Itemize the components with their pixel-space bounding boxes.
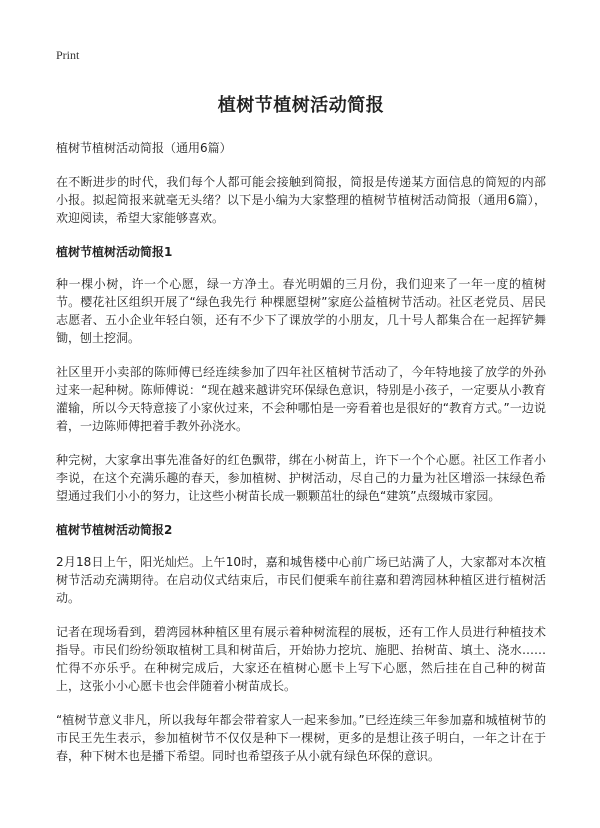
page-title: 植树节植树活动简报 bbox=[217, 95, 385, 116]
section-paragraph: “植树节意义非凡，所以我每年都会带着家人一起来参加。”已经连续三年参加嘉和城植树节的市民王先生表示，参加植树节不仅仅是种下一棵树，更多的是想让孩子明白，一年之计在于春，种下树木也是播下希望。同时也希望孩子从小就有绿色环保的意识。 bbox=[56, 713, 546, 763]
section-paragraph: 社区里开小卖部的陈师傅已经连续参加了四年社区植树节活动了，今年特地接了放学的外孙过来一起种树。陈师傅说：“现在越来越讲究环保绿色意识，特别是小孩子，一定要从小教育灌输，所以今天特意接了小家伙过来，不会种哪怕是一旁看着也是很好的“教育方式。”一边说着，一边陈师傅把着手教外孙浇水。 bbox=[56, 365, 546, 433]
document-subtitle: 植树节植树活动简报（通用6篇） bbox=[56, 141, 232, 155]
print-link[interactable]: Print bbox=[56, 48, 80, 62]
section-2 bbox=[56, 521, 546, 765]
section-paragraph: 记者在现场看到，碧湾园林种植区里有展示着种树流程的展板，还有工作人员进行种植技术指导。市民们纷纷领取植树工具和树苗后，开始协力挖坑、施肥、抬树苗、填土、浇水……忙得不亦乐乎。在种树完成后，大家还在植树心愿卡上写下心愿，然后挂在自己种的树苗上，这张小小心愿卡也会伴随着小树苗成长。 bbox=[56, 625, 546, 693]
section-paragraph: 种完树，大家拿出事先准备好的红色飘带，绑在小树苗上，许下一个个心愿。社区工作者小李说，在这个充满乐趣的春天，参加植树、护树活动，尽自己的力量为社区增添一抹绿色希望通过我们小小的努力，让这些小树苗长成一颗颗茁壮的绿色“建筑”点缀城市家园。 bbox=[56, 453, 546, 503]
intro-paragraph: 在不断进步的时代，我们每个人都可能会接触到简报，简报是传递某方面信息的简短的内部小报。拟起简报来就毫无头绪？以下是小编为大家整理的植树节植树活动简报（通用6篇），欢迎阅读，希望大家能够喜欢。 bbox=[56, 175, 546, 225]
section-heading: 植树节植树活动简报2 bbox=[56, 523, 173, 537]
section-paragraph: 2月18日上午，阳光灿烂。上午10时，嘉和城售楼中心前广场已站满了人，大家都对本次植树节活动充满期待。在启动仪式结束后，市民们便乘车前往嘉和碧湾园林种植区进行植树活动。 bbox=[56, 555, 546, 605]
section-paragraph: 种一棵小树，许一个心愿，绿一方净土。春光明媚的三月份，我们迎来了一年一度的植树节。樱花社区组织开展了“绿色我先行 种棵愿望树”家庭公益植树节活动。社区老党员、居民志愿者、五小企业年轻白领，还有不少下了课放学的小朋友，几十号人都集合在一起挥铲舞锄，刨土挖洞。 bbox=[56, 277, 546, 345]
section-1 bbox=[56, 243, 546, 505]
document-page bbox=[56, 44, 546, 781]
section-heading: 植树节植树活动简报1 bbox=[56, 245, 173, 259]
